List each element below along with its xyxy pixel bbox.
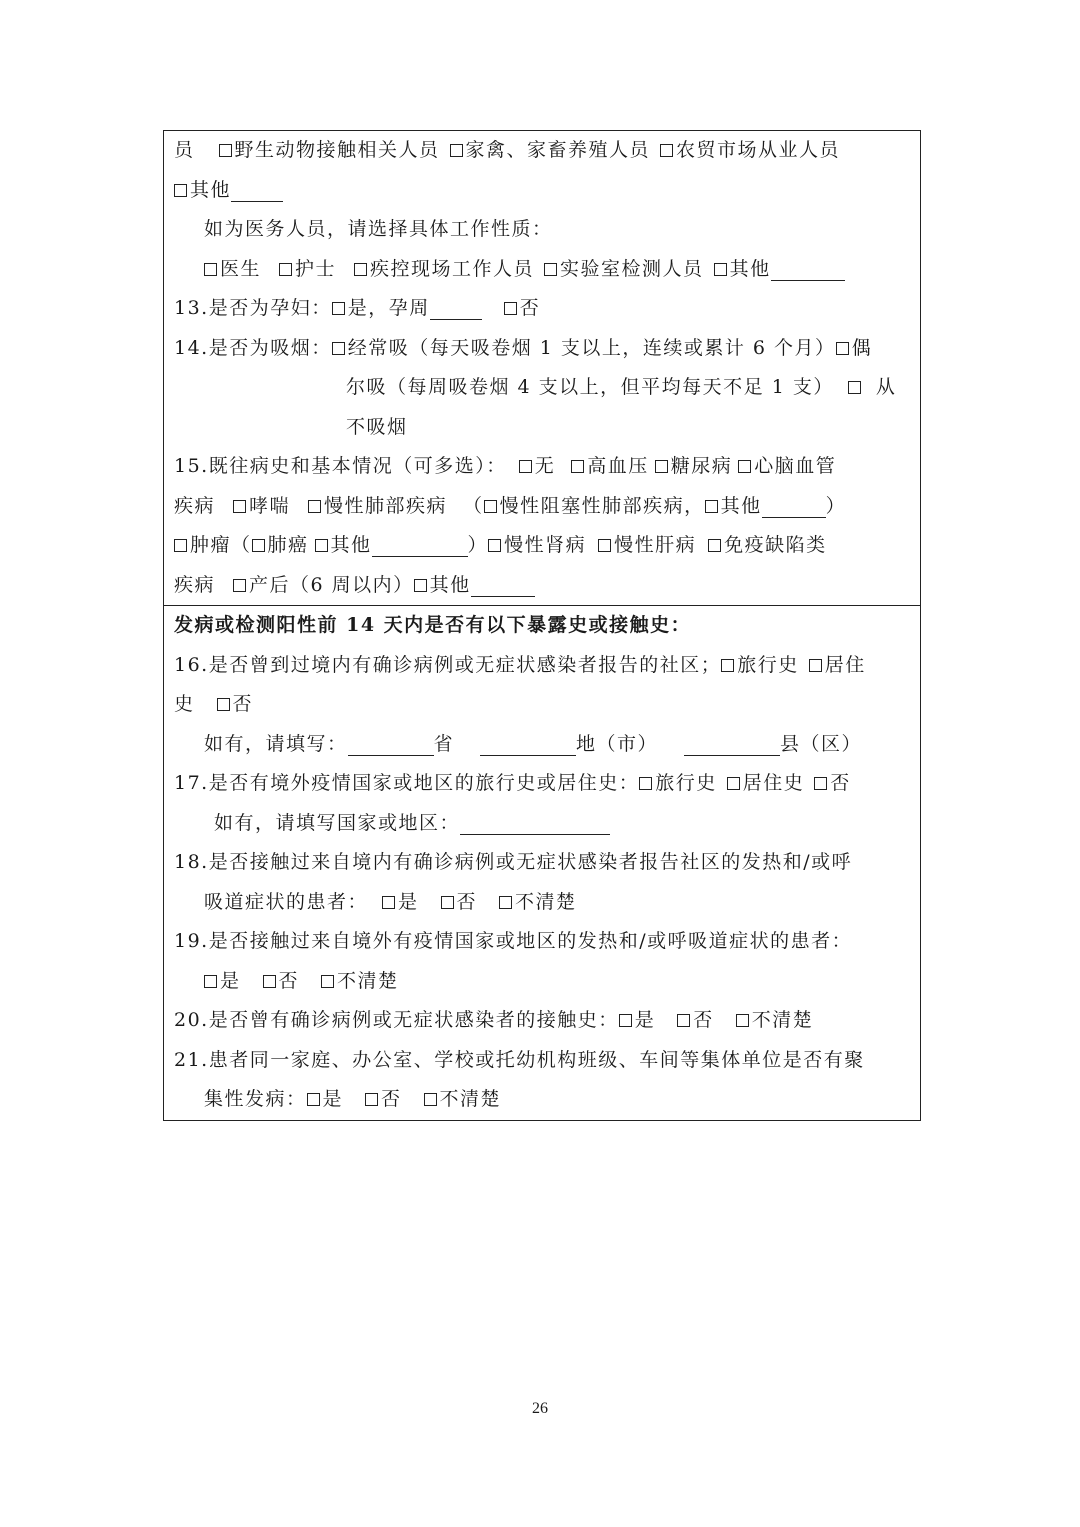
form-text: 尔吸（每周吸卷烟 4 支以上，但平均每天不足 1 支）: [346, 376, 834, 398]
fill-in-blank[interactable]: [480, 735, 576, 756]
questionnaire-form: [163, 130, 921, 1121]
form-text: 集性发病：: [204, 1088, 307, 1110]
form-line: [174, 171, 912, 211]
checkbox[interactable]: [499, 896, 512, 909]
form-text: 地（市）: [576, 732, 659, 755]
background-section: [164, 131, 920, 605]
form-text: 否: [232, 693, 254, 715]
form-text: 吸道症状的患者：: [204, 890, 369, 913]
form-text: 心脑血管: [754, 455, 837, 477]
checkbox[interactable]: [332, 302, 345, 315]
form-line: [174, 250, 912, 290]
form-text: 20.是否曾有确诊病例或无症状感染者的接触史：: [174, 1009, 619, 1031]
form-text: 17.是否有境外疫情国家或地区的旅行史或居住史：: [174, 772, 640, 794]
checkbox[interactable]: [655, 460, 668, 473]
checkbox[interactable]: [424, 1093, 437, 1106]
form-line: [174, 962, 912, 1002]
fill-in-blank[interactable]: [231, 181, 283, 202]
form-text: 否: [381, 1088, 402, 1110]
form-text: 19.是否接触过来自境外有疫情国家或地区的发热和/或呼吸道症状的患者：: [174, 930, 853, 952]
checkbox[interactable]: [217, 698, 230, 711]
form-line: [174, 646, 912, 686]
form-text: 18.是否接触过来自境内有确诊病例或无症状感染者报告社区的发热和/或呼: [174, 851, 853, 873]
form-text: 县（区）: [780, 732, 863, 755]
fill-in-blank[interactable]: [471, 576, 535, 597]
fill-in-blank[interactable]: [348, 735, 434, 756]
checkbox[interactable]: [321, 975, 334, 988]
checkbox[interactable]: [504, 302, 517, 315]
form-line: [174, 289, 912, 329]
form-text: 是，孕周: [347, 297, 430, 319]
form-text: 16.是否曾到过境内有确诊病例或无症状感染者报告的社区；: [174, 653, 722, 676]
form-text: 旅行史: [737, 653, 799, 676]
fill-in-blank[interactable]: [372, 536, 468, 557]
form-text: 否: [456, 890, 478, 913]
form-text: 疾病: [174, 573, 216, 596]
form-text: 高血压: [587, 455, 649, 477]
checkbox[interactable]: [219, 144, 232, 157]
fill-in-blank[interactable]: [460, 814, 610, 835]
form-line: [174, 210, 912, 250]
form-line: [174, 685, 912, 725]
checkbox[interactable]: [714, 263, 727, 276]
form-text: 野生动物接触相关人员: [234, 139, 440, 161]
form-text: 省: [433, 732, 455, 755]
form-text: 不吸烟: [346, 415, 408, 438]
checkbox[interactable]: [660, 144, 673, 157]
form-text: 是: [220, 969, 241, 992]
checkbox[interactable]: [263, 975, 276, 988]
checkbox[interactable]: [705, 500, 718, 513]
form-line: [174, 883, 912, 923]
fill-in-blank[interactable]: [771, 260, 845, 281]
form-line: [174, 131, 912, 171]
form-text: 是: [322, 1088, 344, 1110]
checkbox[interactable]: [488, 539, 501, 552]
form-text: 免疫缺陷类: [724, 534, 827, 556]
form-text: 产后（6 周以内）: [249, 573, 414, 596]
form-text: 居住史: [742, 772, 805, 794]
checkbox[interactable]: [365, 1093, 378, 1106]
form-line: [174, 1080, 912, 1120]
form-text: 疾病: [174, 494, 216, 517]
form-line: [174, 1001, 912, 1041]
fill-in-blank[interactable]: [684, 735, 780, 756]
checkbox[interactable]: [848, 381, 861, 394]
form-line: [174, 566, 912, 606]
form-text: 是: [398, 890, 419, 913]
checkbox[interactable]: [598, 539, 611, 552]
form-text: 其他: [190, 178, 232, 201]
checkbox[interactable]: [736, 1014, 749, 1027]
form-text: 农贸市场从业人员: [676, 139, 841, 161]
form-text: 不清楚: [751, 1009, 814, 1031]
checkbox[interactable]: [252, 539, 265, 552]
checkbox[interactable]: [738, 460, 751, 473]
form-line: [174, 487, 912, 527]
checkbox[interactable]: [315, 539, 328, 552]
form-line: [174, 1041, 912, 1081]
checkbox[interactable]: [571, 460, 584, 473]
exposure-history-section: [164, 605, 920, 1120]
form-text: 14.是否为吸烟：: [174, 336, 332, 359]
checkbox[interactable]: [307, 1093, 320, 1106]
checkbox[interactable]: [836, 342, 849, 355]
checkbox[interactable]: [233, 579, 246, 592]
form-text: 否: [830, 772, 851, 794]
form-line: [174, 764, 912, 804]
checkbox[interactable]: [354, 263, 367, 276]
form-text: 家禽、家畜养殖人员: [465, 139, 651, 161]
form-text: 其他: [729, 257, 771, 280]
form-line: [174, 804, 912, 844]
form-line: [174, 526, 912, 566]
form-line: [174, 922, 912, 962]
form-text: 哮喘: [249, 494, 291, 517]
checkbox[interactable]: [619, 1014, 632, 1027]
form-text: ）: [825, 494, 847, 517]
checkbox[interactable]: [639, 777, 652, 790]
form-line: [174, 725, 912, 765]
form-text: 发病或检测阳性前 14 天内是否有以下暴露史或接触史：: [174, 614, 692, 636]
form-text: 13.是否为孕妇：: [174, 297, 332, 319]
checkbox[interactable]: [204, 263, 217, 276]
form-line: [174, 329, 912, 369]
checkbox[interactable]: [708, 539, 721, 552]
checkbox[interactable]: [484, 500, 497, 513]
form-text: 是: [634, 1009, 656, 1031]
form-text: 慢性阻塞性肺部疾病，: [499, 494, 705, 517]
form-text: 如为医务人员，请选择具体工作性质：: [204, 218, 553, 240]
form-text: 旅行史: [655, 772, 717, 794]
page-number: 26: [532, 1400, 548, 1417]
checkbox[interactable]: [308, 500, 321, 513]
form-text: 如有，请填写：: [204, 732, 348, 755]
section-heading: [174, 606, 912, 646]
form-line: [174, 368, 912, 408]
checkbox[interactable]: [727, 777, 740, 790]
checkbox[interactable]: [544, 263, 557, 276]
checkbox[interactable]: [721, 659, 734, 672]
form-text: 居住: [824, 653, 866, 676]
fill-in-blank[interactable]: [430, 299, 482, 320]
form-text: 从: [875, 376, 897, 398]
checkbox[interactable]: [441, 896, 454, 909]
form-text: 15.既往病史和基本情况（可多选）：: [174, 455, 507, 477]
form-text: 其他: [720, 494, 762, 517]
form-text: 实验室检测人员: [560, 257, 704, 280]
form-text: 史: [174, 693, 195, 715]
form-text: 不清楚: [439, 1088, 502, 1110]
form-text: 如有，请填写国家或地区：: [214, 811, 461, 834]
form-line: [174, 447, 912, 487]
form-text: 偶: [851, 336, 873, 359]
form-text: 慢性肝病: [614, 534, 697, 556]
form-text: 否: [693, 1009, 714, 1031]
form-text: 其他: [429, 573, 471, 596]
checkbox[interactable]: [450, 144, 463, 157]
checkbox[interactable]: [414, 579, 427, 592]
checkbox[interactable]: [174, 184, 187, 197]
checkbox[interactable]: [233, 500, 246, 513]
form-text: ）: [467, 534, 489, 556]
form-text: 经常吸（每天吸卷烟 1 支以上，连续或累计 6 个月）: [347, 336, 836, 359]
form-text: 其他: [330, 534, 372, 556]
form-text: 肺癌: [267, 534, 309, 556]
checkbox[interactable]: [809, 659, 822, 672]
fill-in-blank[interactable]: [762, 497, 826, 518]
form-text: 21.患者同一家庭、办公室、学校或托幼机构班级、车间等集体单位是否有聚: [174, 1048, 865, 1071]
form-text: 护士: [295, 257, 337, 280]
form-text: 不清楚: [337, 969, 399, 992]
form-line: [174, 843, 912, 883]
form-text: 不清楚: [515, 890, 577, 913]
checkbox[interactable]: [204, 975, 217, 988]
form-text: 慢性肾病: [504, 534, 587, 556]
checkbox[interactable]: [332, 342, 345, 355]
checkbox[interactable]: [382, 896, 395, 909]
form-text: 慢性肺部疾病: [324, 494, 448, 517]
form-text: 疾控现场工作人员: [370, 257, 535, 280]
checkbox[interactable]: [174, 539, 187, 552]
form-text: 员: [174, 139, 195, 161]
checkbox[interactable]: [519, 460, 532, 473]
checkbox[interactable]: [279, 263, 292, 276]
checkbox[interactable]: [677, 1014, 690, 1027]
form-line: [174, 408, 912, 448]
form-text: 否: [278, 969, 300, 992]
form-text: 否: [519, 297, 541, 319]
form-text: 无: [534, 455, 556, 477]
form-text: （: [463, 494, 484, 517]
form-text: 肿瘤（: [190, 534, 252, 556]
checkbox[interactable]: [814, 777, 827, 790]
form-text: 糖尿病: [670, 455, 733, 477]
form-text: 医生: [220, 257, 262, 280]
